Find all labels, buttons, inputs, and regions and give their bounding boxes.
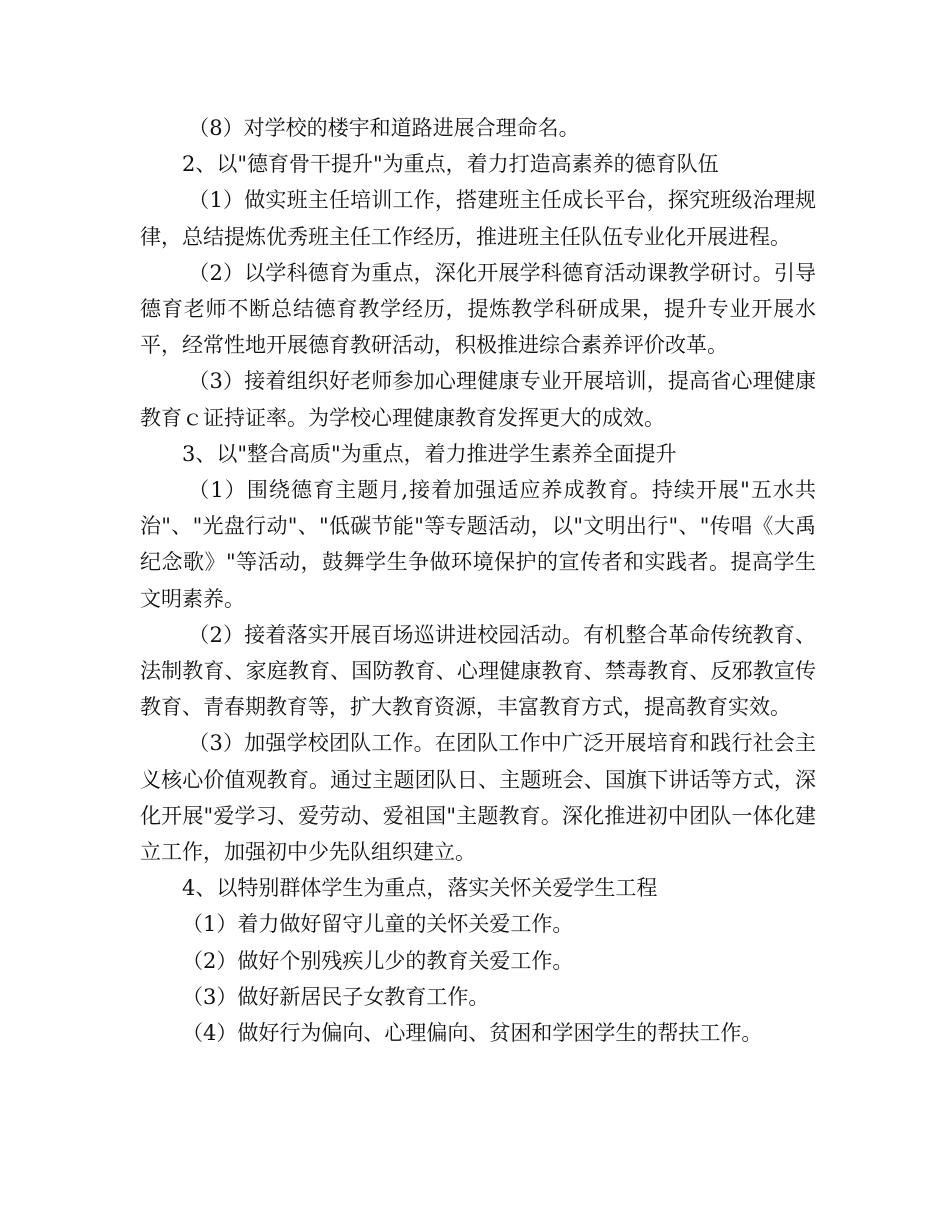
paragraph-4-1: （1）着力做好留守儿童的关怀关爱工作。 xyxy=(182,912,574,937)
paragraph-3-2: （2）接着落实开展百场巡讲进校园活动。有机整合革命传统教育、法制教育、家庭教育、国防教育、心理健康教育、禁毒教育、反邪教宣传教育、青春期教育等，扩大教育资源，丰富教育方式，提高教育实效。 xyxy=(140,622,816,720)
section-heading-4: 4、以特别群体学生为重点，落实关怀关爱学生工程 xyxy=(182,876,658,901)
paragraph-3-3: （3）加强学校团队工作。在团队工作中广泛开展培育和践行社会主义核心价值观教育。通过主题团队日、主题班会、国旗下讲话等方式，深化开展"爱学习、爱劳动、爱祖国"主题教育。深化推进初中团队一体化建立工作，加强初中少先队组织建立。 xyxy=(140,731,816,865)
paragraph-3-1: （1）围绕德育主题月,接着加强适应养成教育。持续开展"五水共治"、"光盘行动"、"低碳节能"等专题活动，以"文明出行"、"传唱《大禹纪念歌》"等活动，鼓舞学生争做环境保护的宣传者和实践者。提高学生文明素养。 xyxy=(140,478,816,611)
paragraph-4-3: （3）做好新居民子女教育工作。 xyxy=(182,984,490,1009)
paragraph-2-2: （2）以学科德育为重点，深化开展学科德育活动课教学研讨。引导德育老师不断总结德育教学经历，提炼教学科研成果，提升专业开展水平，经常性地开展德育教研活动，积极推进综合素养评价改革。 xyxy=(140,260,816,358)
section-heading-2: 2、以"德育骨干提升"为重点，着力打造高素养的德育队伍 xyxy=(182,152,719,177)
paragraph-4-4: （4）做好行为偏向、心理偏向、贫困和学困学生的帮扶工作。 xyxy=(182,1021,763,1046)
paragraph-2-1: （1）做实班主任培训工作，搭建班主任成长平台，探究班级治理规律，总结提炼优秀班主任工作经历，推进班主任队伍专业化开展进程。 xyxy=(140,188,816,249)
section-heading-3: 3、以"整合高质"为重点，着力推进学生素养全面提升 xyxy=(182,441,677,466)
paragraph-4-2: （2）做好个别残疾儿少的教育关爱工作。 xyxy=(182,948,574,973)
paragraph-2-3: （3）接着组织好老师参加心理健康专业开展培训，提高省心理健康教育ｃ证持证率。为学校心理健康教育发挥更大的成效。 xyxy=(140,369,816,430)
document-body xyxy=(140,110,816,1051)
paragraph-item-8: （8）对学校的楼宇和道路进展合理命名。 xyxy=(188,116,580,140)
